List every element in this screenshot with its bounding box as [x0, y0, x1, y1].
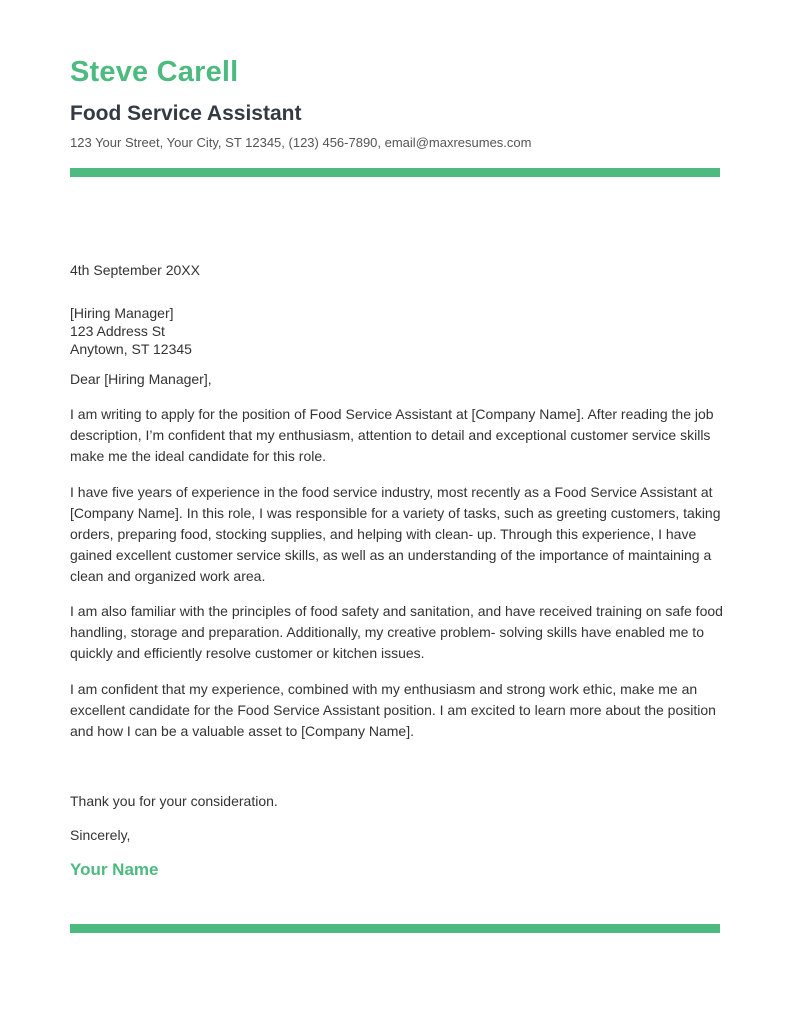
- applicant-name: Steve Carell: [70, 56, 239, 88]
- top-divider: [70, 168, 720, 177]
- body-paragraph: I am writing to apply for the position of Food Service Assistant at [Company Name]. After reading the job description, I’m confident that my enthusiasm, attention to detail and exceptional customer service skills make me the ideal candidate for this role.: [70, 406, 714, 464]
- salutation: Dear [Hiring Manager],: [70, 371, 212, 387]
- body-paragraph: I have five years of experience in the food service industry, most recently as a Food Service Assistant at [Company Name]. In this role, I was responsible for a variety of tasks, such as greeting customers, taking orders, preparing food, stocking supplies, and helping with clean- up. Through this experience, I have gained excellent customer service skills, as well as an understanding of the importance of maintaining a clean and organized work area.: [70, 484, 721, 584]
- recipient-street: 123 Address St: [70, 323, 165, 339]
- body-paragraph: I am also familiar with the principles of food safety and sanitation, and have received training on safe food handling, storage and preparation. Additionally, my creative problem- solving skills have enabled me to quickly and efficiently resolve customer or kitchen issues.: [70, 603, 723, 661]
- contact-info: 123 Your Street, Your City, ST 12345, (123) 456-7890, email@maxresumes.com: [70, 135, 532, 150]
- job-title: Food Service Assistant: [70, 102, 302, 125]
- closing: Sincerely,: [70, 827, 131, 843]
- thanks-line: Thank you for your consideration.: [70, 793, 278, 809]
- signature-name: Your Name: [70, 860, 159, 879]
- recipient-city: Anytown, ST 12345: [70, 341, 192, 357]
- body-paragraph: I am confident that my experience, combined with my enthusiasm and strong work ethic, make me an excellent candidate for the Food Service Assistant position. I am excited to learn more about the position and how I can be a valuable asset to [Company Name].: [70, 681, 716, 739]
- bottom-divider: [70, 924, 720, 933]
- recipient-name: [Hiring Manager]: [70, 305, 174, 321]
- letter-date: 4th September 20XX: [70, 262, 200, 278]
